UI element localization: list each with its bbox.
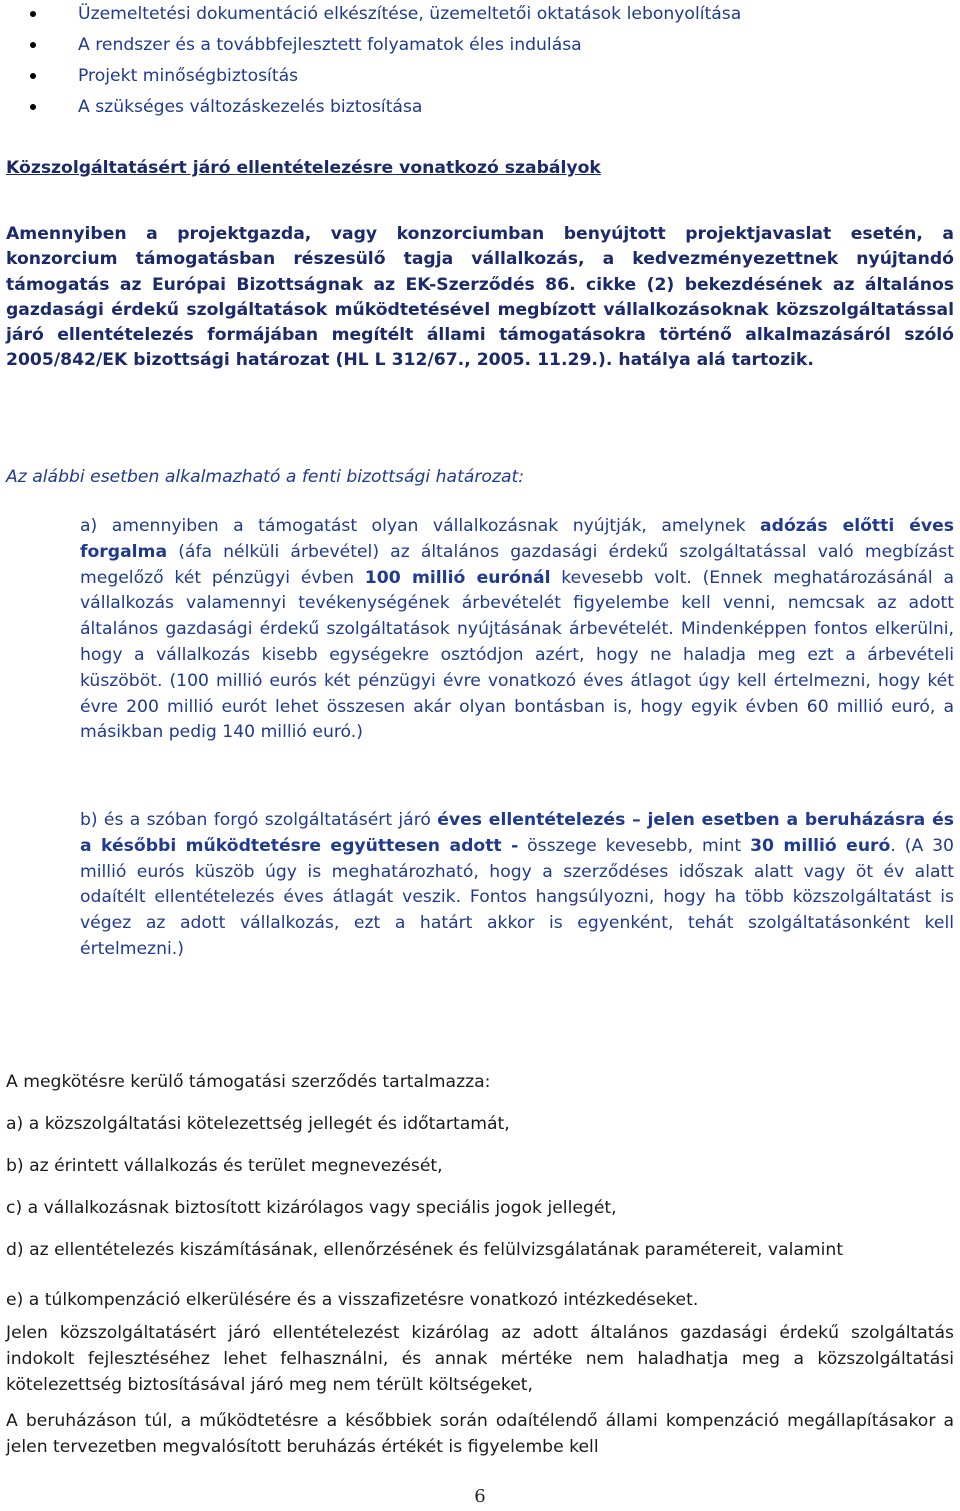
contract-item: a) a közszolgáltatási kötelezettség jellegét és időtartamát, xyxy=(6,1114,510,1134)
bullet-item: A rendszer és a továbbfejlesztett folyamatok éles indulása xyxy=(22,31,741,62)
condition-a-paragraph: a) amennyiben a támogatást olyan vállalkozásnak nyújtják, amelynek adózás előtti éves forgalma (áfa nélküli árbevétel) az általános gazdasági érdekű szolgáltatással való megbízást megelőző két pénzügyi évben 100 millió eurónál kevesebb volt. (Ennek meghatározásánál a vállalkozás valamennyi tevékenységének árbevételét figyelembe kell venni, nemcsak az adott általános gazdasági érdekű szolgáltatások nyújtásának árbevételét. Mindenképpen fontos elkerülni, hogy a vállalkozás kisebb egységekre osztódjon azért, hogy ne haladja meg ezt a árbevételi küszöböt. (100 millió eurós két pénzügyi évre vonatkozó éves átlagot úgy kell értelmezni, hogy két évre 200 millió eurót lehet összesen akár olyan bontásban is, hogy egyik évben 60 millió euró, a másikban pedig 140 millió euró.) xyxy=(80,516,954,743)
closing-paragraph: Jelen közszolgáltatásért járó ellentételezést kizárólag az adott általános gazdasági érdekű szolgáltatás indokolt fejlesztéséhez lehet felhasználni, és annak mértéke nem haladhatja meg a közszolgáltatási kötelezettség biztosításával járó meg nem térült költségeket, xyxy=(6,1323,954,1395)
bullet-dot-icon xyxy=(30,42,36,48)
bullet-list xyxy=(22,0,741,124)
closing-section xyxy=(6,1320,954,1470)
contract-item: e) a túlkompenzáció elkerülésére és a visszafizetésre vonatkozó intézkedéseket. xyxy=(6,1290,699,1310)
intro-italic: Az alábbi esetben alkalmazható a fenti bizottsági határozat: xyxy=(6,467,525,487)
page-number: 6 xyxy=(474,1486,486,1507)
bullet-item: Üzemeltetési dokumentáció elkészítése, üzemeltetői oktatások lebonyolítása xyxy=(22,0,741,31)
contract-intro: A megkötésre kerülő támogatási szerződés tartalmazza: xyxy=(6,1072,491,1092)
contract-item: c) a vállalkozásnak biztosított kizárólagos vagy speciális jogok jellegét, xyxy=(6,1198,617,1218)
section-heading: Közszolgáltatásért járó ellentételezésre vonatkozó szabályok xyxy=(6,158,601,178)
bullet-dot-icon xyxy=(30,11,36,17)
condition-b-paragraph: b) és a szóban forgó szolgáltatásért járó éves ellentételezés – jelen esetben a beruházásra és a későbbi működtetésre együttesen adott - összege kevesebb, mint 30 millió euró. (A 30 millió eurós küszöb úgy is meghatározható, hogy a szerződéses időszak alatt vagy öt év alatt odaítélt ellentételezés éves átlagát veszik. Fontos hangsúlyozni, hogy ha több közszolgáltatást is végez az adott vállalkozás, ezt a határt akkor is egyenként, tehát szolgáltatásonként kell értelmezni.) xyxy=(80,810,954,959)
closing-paragraph: A beruházáson túl, a működtetésre a későbbiek során odaítélendő állami kompenzáció megállapításakor a jelen tervezetben megvalósított beruházás értékét is figyelembe kell xyxy=(6,1411,954,1457)
bullet-item: A szükséges változáskezelés biztosítása xyxy=(22,93,741,124)
bullet-dot-icon xyxy=(30,73,36,79)
contract-item: b) az érintett vállalkozás és terület megnevezését, xyxy=(6,1156,443,1176)
bullet-item: Projekt minőségbiztosítás xyxy=(22,62,741,93)
contract-item: d) az ellentételezés kiszámításának, ellenőrzésének és felülvizsgálatának paramétereit, valamint xyxy=(6,1240,844,1260)
bullet-dot-icon xyxy=(30,104,36,110)
applicability-paragraph: Amennyiben a projektgazda, vagy konzorciumban benyújtott projektjavaslat esetén, a konzorcium támogatásban részesülő tagja vállalkozás, a kedvezményezettnek nyújtandó támogatás az Európai Bizottságnak az EK-Szerződés 86. cikke (2) bekezdésének az általános gazdasági érdekű szolgáltatások működtetésével megbízott vállalkozásoknak közszolgáltatással járó ellentételezés formájában megítélt állami támogatásokra történő alkalmazásáról szóló 2005/842/EK bizottsági határozat (HL L 312/67., 2005. 11.29.). hatálya alá tartozik. xyxy=(6,224,954,371)
